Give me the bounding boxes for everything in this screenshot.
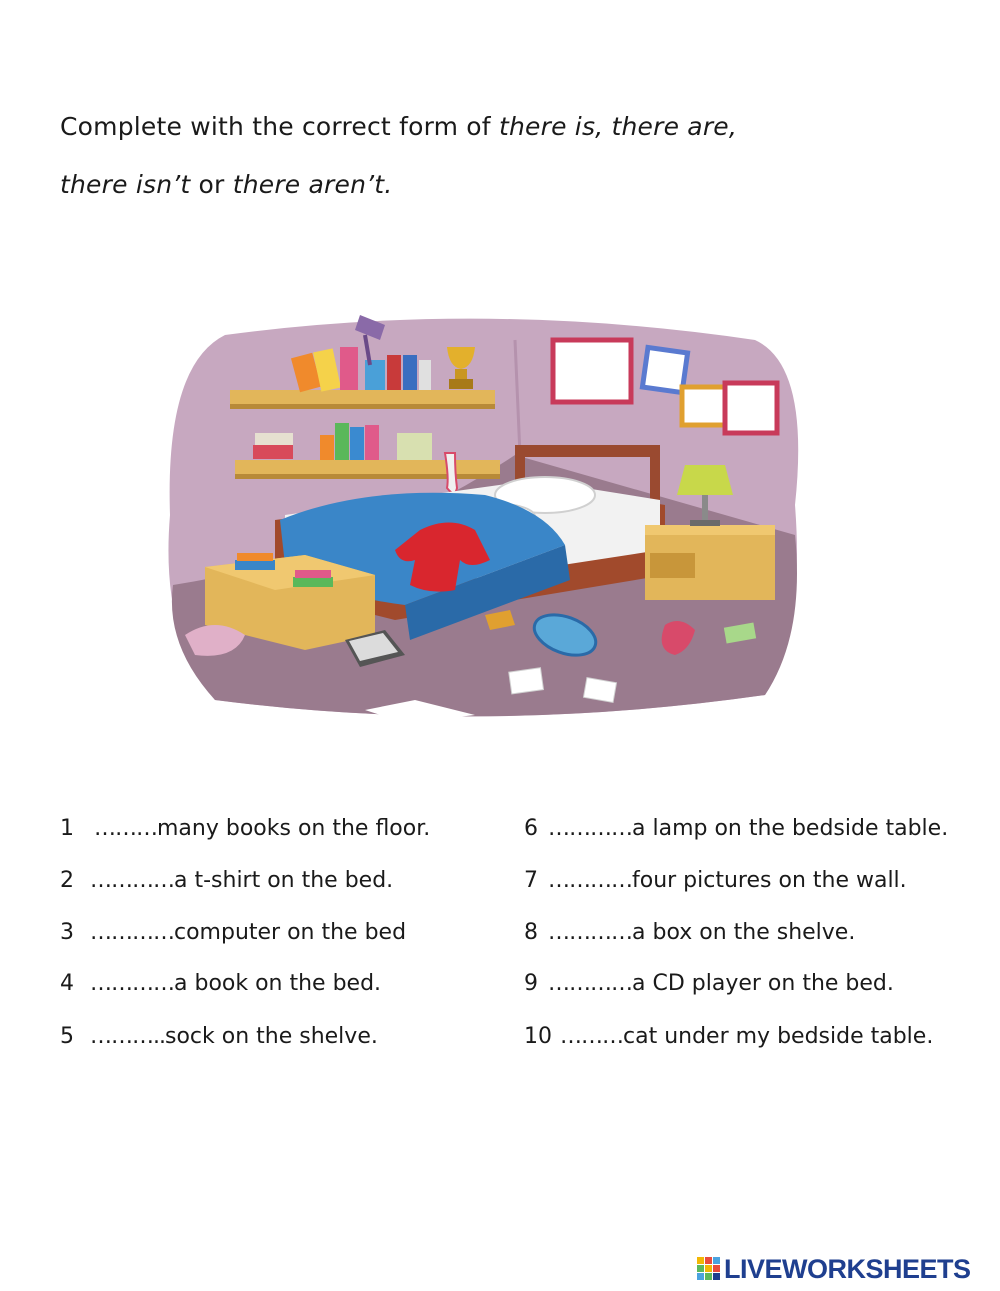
exercise-item-9 <box>524 971 894 996</box>
exercise-item-8 <box>524 920 855 945</box>
answer-blank[interactable]: ……… <box>560 1024 623 1049</box>
item-number: 3 <box>60 920 74 945</box>
item-text: four pictures on the wall. <box>632 868 907 893</box>
liveworksheets-logo <box>696 1253 971 1285</box>
item-number: 5 <box>60 1024 74 1049</box>
messy-bedroom-illustration <box>165 305 805 725</box>
item-number: 8 <box>524 920 538 945</box>
item-number: 2 <box>60 868 74 893</box>
exercise-item-6 <box>524 816 948 841</box>
answer-blank[interactable]: ………… <box>548 971 632 996</box>
answer-blank[interactable]: ………… <box>90 868 174 893</box>
answer-blank[interactable]: ……… <box>94 816 157 841</box>
instruction-line-1 <box>60 112 737 141</box>
instruction-or: or <box>190 170 233 199</box>
answer-blank[interactable]: ………… <box>90 971 174 996</box>
item-text: computer on the bed <box>174 920 407 945</box>
logo-text: LIVEWORKSHEETS <box>724 1253 971 1284</box>
answer-blank[interactable]: ………… <box>548 816 632 841</box>
item-text: a t-shirt on the bed. <box>174 868 394 893</box>
logo-grid-icon <box>696 1256 722 1282</box>
instruction-line-2 <box>60 170 392 199</box>
item-number: 7 <box>524 868 538 893</box>
answer-blank[interactable]: ………… <box>548 920 632 945</box>
exercise-item-2 <box>60 868 393 893</box>
item-text: cat under my bedside table. <box>623 1024 934 1049</box>
item-text: a book on the bed. <box>174 971 382 996</box>
item-number: 9 <box>524 971 538 996</box>
instruction-option-a: there isn’t <box>60 170 191 199</box>
item-number: 6 <box>524 816 538 841</box>
item-text: a box on the shelve. <box>632 920 856 945</box>
item-number: 10 <box>524 1024 552 1049</box>
instruction-plain: Complete with the correct form of <box>60 112 499 141</box>
exercise-item-5 <box>60 1024 378 1049</box>
answer-blank[interactable]: ……….. <box>90 1024 165 1049</box>
item-number: 1 <box>60 816 74 841</box>
instruction-option-b: there aren’t. <box>232 170 393 199</box>
answer-blank[interactable]: ………… <box>548 868 632 893</box>
exercise-item-4 <box>60 971 381 996</box>
item-text: sock on the shelve. <box>165 1024 378 1049</box>
exercise-item-3 <box>60 920 406 945</box>
exercise-item-10 <box>524 1024 933 1049</box>
instruction-italic: there is, there are, <box>498 112 738 141</box>
item-text: a CD player on the bed. <box>632 971 894 996</box>
item-number: 4 <box>60 971 74 996</box>
exercise-item-7 <box>524 868 907 893</box>
answer-blank[interactable]: ………… <box>90 920 174 945</box>
item-text: many books on the floor. <box>157 816 431 841</box>
item-text: a lamp on the bedside table. <box>632 816 949 841</box>
exercise-item-1 <box>60 816 430 841</box>
